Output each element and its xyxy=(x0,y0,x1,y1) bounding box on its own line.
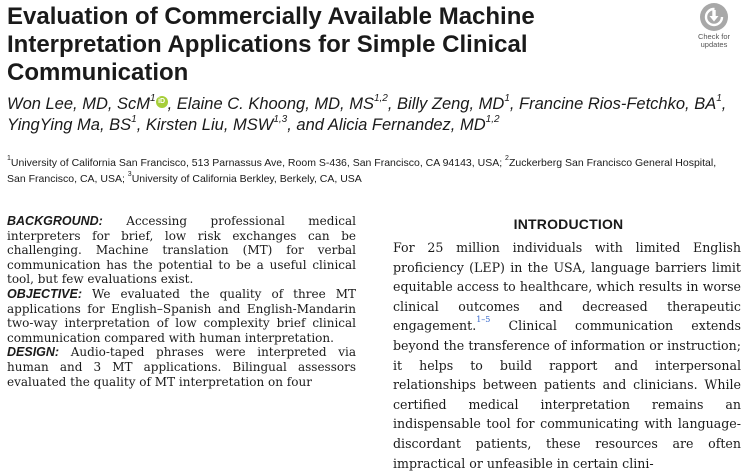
abstract xyxy=(7,214,356,389)
author-name[interactable]: Kirsten Liu, MSW xyxy=(145,116,274,134)
abstract-label: DESIGN: xyxy=(7,345,60,360)
author-name[interactable]: Elaine C. Khoong, MD, MS xyxy=(176,95,374,113)
abstract-background: BACKGROUND: Accessing professional medical interpreters for brief, low risk exchanges can be challenging. Machine translation (MT) for verbal communication has the potential to be a useful clinical tool, but few evaluations exist. xyxy=(7,214,356,287)
orcid-icon[interactable]: iD xyxy=(156,96,168,108)
affiliations: $^1$University of California San Francisco, 513 Parnassus Ave, Room S-436, San Francisco, CA 94143, USA; $^2$Zuckerberg San Francisco General Hospital, San Francisco, CA, USA; $^3$University of California Berkley, Berkely, CA, USA xyxy=(7,155,717,185)
check-for-updates-badge[interactable] xyxy=(690,3,738,49)
author-list: Won Lee, MD, ScM$^1$ iD , Elaine C. Khoong, MD, MS$^{1,2}$, Billy Zeng, $MD^1$, Francine Rios-Fetchko, $BA^1$, YingYing Ma, $BS^1$, Kirsten Liu, MSW$^{1,3}$, and Alicia Fernandez, MD$^{1,2}$ xyxy=(7,93,727,134)
author-name[interactable]: Alicia Fernandez, MD xyxy=(327,116,486,134)
author-name[interactable]: Francine Rios-Fetchko, BA xyxy=(519,95,717,113)
introduction-text: For 25 million individuals with limited English proficiency (LEP) in the USA, language barriers limit equitable access to healthcare, which results in worse clinical outcomes and decreased therapeutic engagement.$^{1-5}$ Clinical communication extends beyond the transference of information or instruction; it helps to build rapport and interpersonal relationships between patients and clinicians. While certified medical interpretation remains an indispensable tool for communicating with language-discordant patients, these resources are often impractical or unfeasible in certain clini- xyxy=(393,240,741,471)
author-name[interactable]: Won Lee, MD, ScM xyxy=(7,95,151,113)
article-title: Evaluation of Commercially Available Machine Interpretation Applications for Simple Clinical Communication xyxy=(7,3,535,86)
abstract-label: BACKGROUND: xyxy=(7,214,103,228)
abstract-design: DESIGN: Audio-taped phrases were interpreted via human and 3 MT applications. Bilingual assessors evaluated the quality of MT interpretation on four xyxy=(7,345,356,389)
author-name[interactable]: YingYing Ma, BS xyxy=(7,116,132,134)
abstract-label: OBJECTIVE: xyxy=(7,286,83,301)
reference-link[interactable]: 1–5 xyxy=(476,315,491,325)
author-name[interactable]: Billy Zeng, MD xyxy=(397,95,505,113)
section-heading-introduction: INTRODUCTION xyxy=(513,216,624,232)
check-for-updates-label: Check for updates xyxy=(697,32,731,49)
abstract-objective: OBJECTIVE: We evaluated the quality of three MT applications for English–Spanish and English-Mandarin two-way interpretation of low complexity brief clinical communication compared with human interpretation. xyxy=(7,286,356,345)
check-for-updates-icon xyxy=(700,3,728,31)
